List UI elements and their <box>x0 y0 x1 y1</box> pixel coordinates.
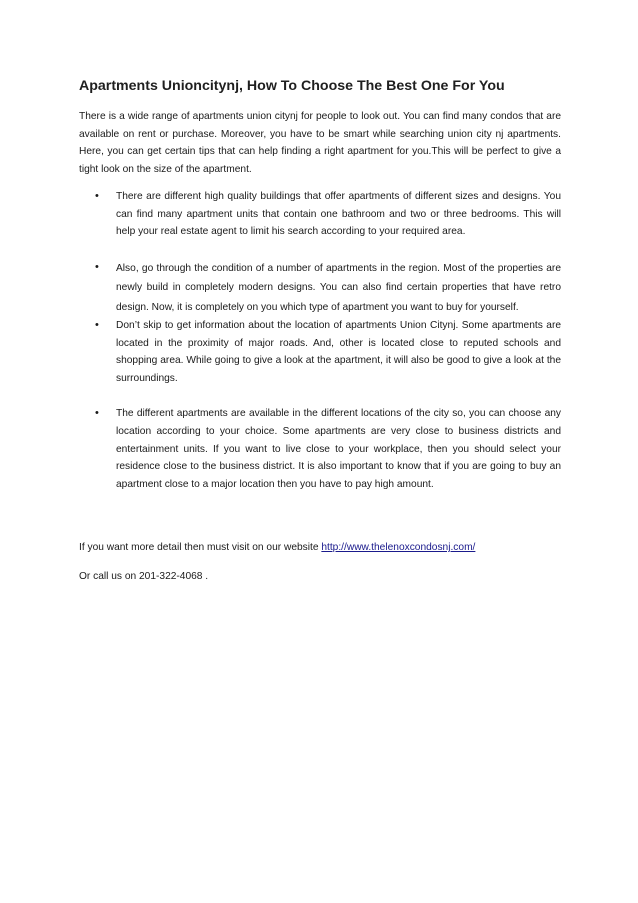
list-item-text: Don’t skip to get information about the location of apartments Union Citynj. Some apartments are located in the proximity of major roads. And, other is located close to reputed schools and shopping area. While going to give a look at the apartment, it will also be good to give a look at the surroundings. <box>116 320 561 384</box>
website-line <box>79 542 561 553</box>
call-line: Or call us on 201-322-4068 . <box>79 571 209 582</box>
page-title: Apartments Unioncitynj, How To Choose The Best One For You <box>79 78 505 94</box>
bullet-icon: • <box>95 319 99 331</box>
website-link[interactable]: http://www.thelenoxcondosnj.com/ <box>321 542 476 553</box>
list-item <box>79 259 561 317</box>
website-prefix: If you want more detail then must visit on our website <box>79 542 322 553</box>
list-item-text: There are different high quality buildings that offer apartments of different sizes and designs. You can find many apartment units that contain one bathroom and two or three bedrooms. This will help your real estate agent to limit his search according to your required area. <box>116 191 561 238</box>
intro-paragraph: There is a wide range of apartments union citynj for people to look out. You can find many condos that are available on rent or purchase. Moreover, you have to be smart while searching union city nj apartments. Here, you can get certain tips that can help finding a right apartment for you.This will be perfect to give a tight look on the size of the apartment. <box>79 111 561 175</box>
bullet-icon: • <box>95 407 99 420</box>
list-item-text: The different apartments are available in the different locations of the city so, you can choose any location according to your choice. Some apartments are very close to business districts and entertainment units. If you want to live close to your workplace, then you should select your residence close to the business district. It is also important to know that if you are going to buy an apartment close to a major location then you have to pay high amount. <box>116 408 561 490</box>
bullet-list <box>79 188 561 493</box>
list-item <box>79 317 561 387</box>
bullet-icon: • <box>95 260 99 273</box>
list-item-text: Also, go through the condition of a number of apartments in the region. Most of the properties are newly build in completely modern designs. You can also find certain properties that have retro design. Now, it is completely on you which type of apartment you want to buy for yourself. <box>116 262 561 313</box>
bullet-icon: • <box>95 190 99 202</box>
list-item <box>79 188 561 241</box>
list-item <box>79 405 561 493</box>
